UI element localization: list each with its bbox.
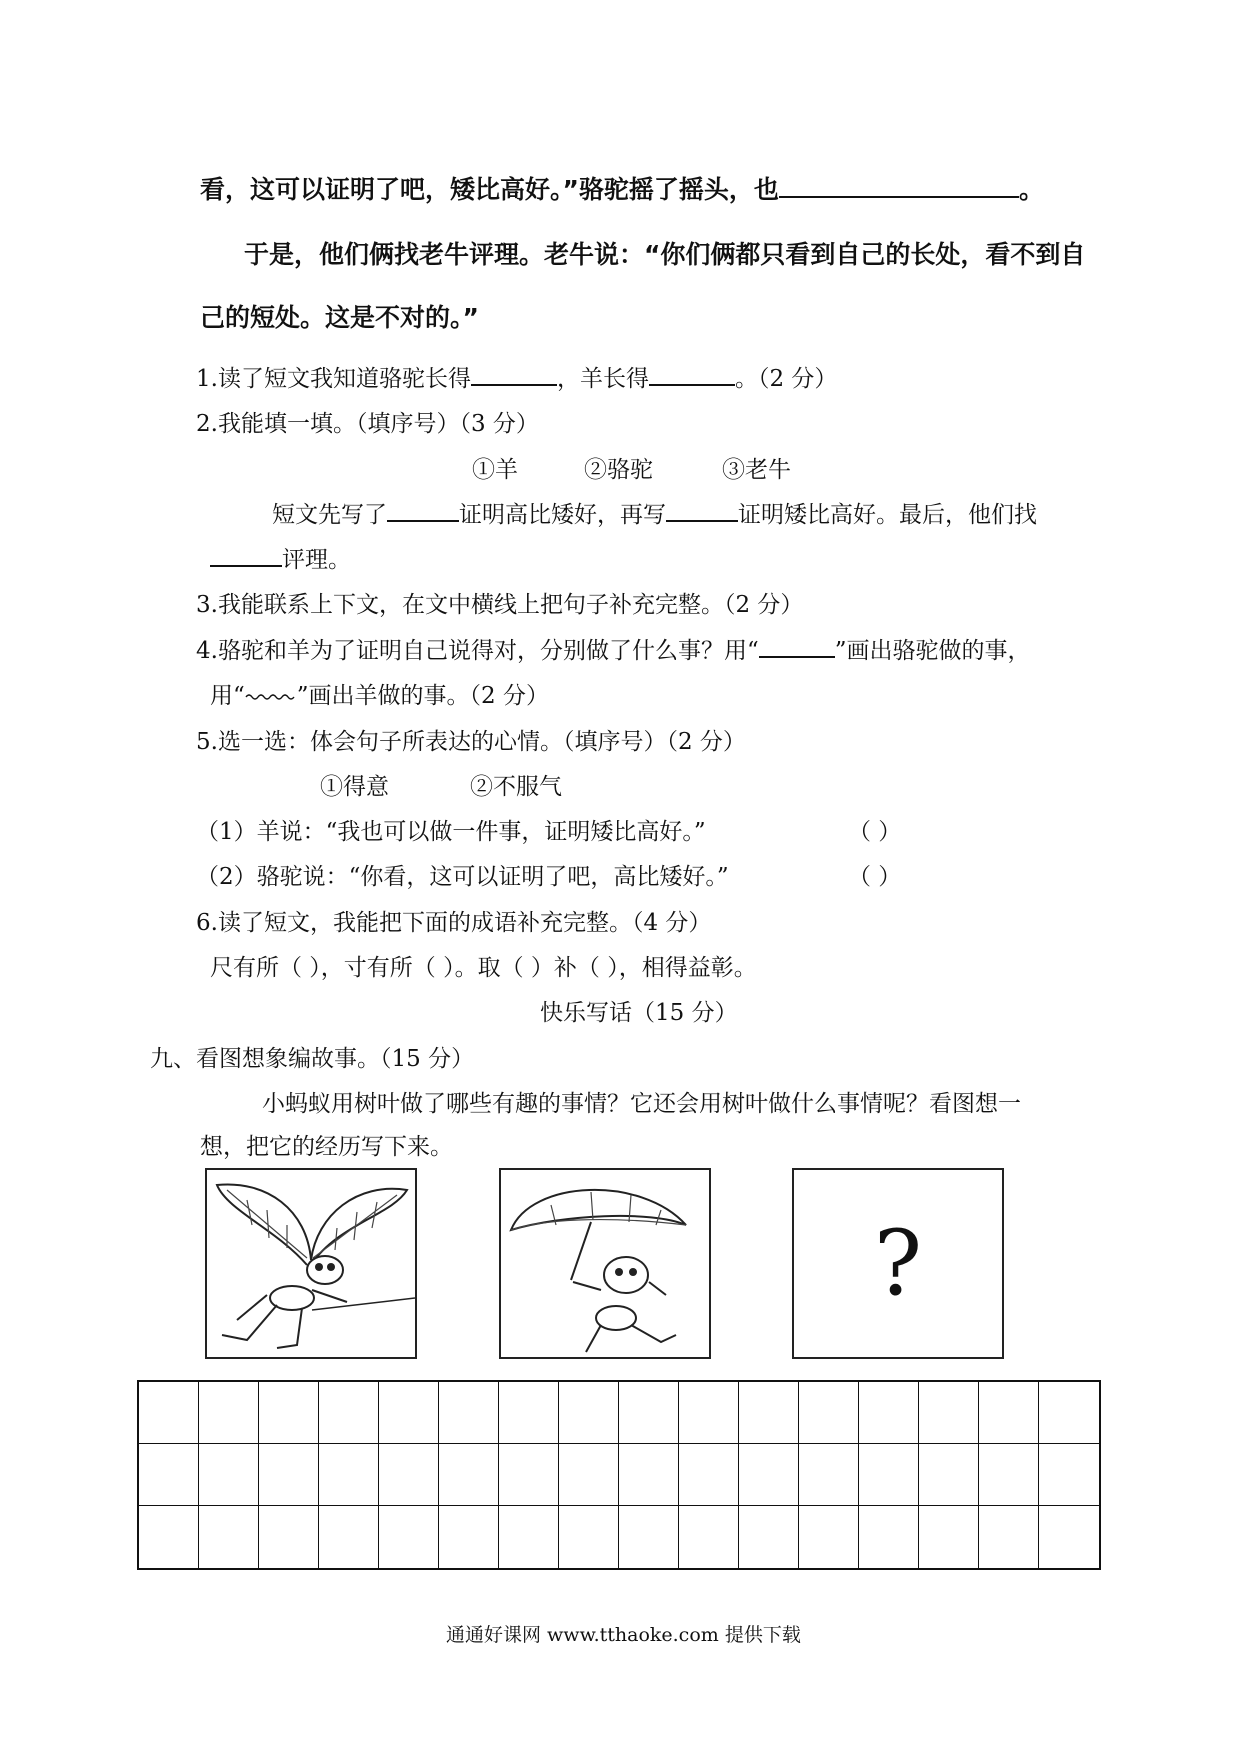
grid-cell[interactable] [739, 1382, 799, 1444]
grid-cell[interactable] [859, 1444, 919, 1506]
grid-cell[interactable] [499, 1506, 559, 1568]
question-3: 3.我能联系上下文，在文中横线上把句子补充完整。（2 分） [196, 592, 804, 618]
grid-cell[interactable] [379, 1444, 439, 1506]
q1-text-c: 。（2 分） [734, 366, 838, 392]
grid-cell[interactable] [619, 1506, 679, 1568]
grid-cell[interactable] [199, 1444, 259, 1506]
grid-cell[interactable] [799, 1382, 859, 1444]
story-line-1-end: 。 [1018, 175, 1044, 204]
grid-cell[interactable] [679, 1382, 739, 1444]
grid-cell[interactable] [319, 1506, 379, 1568]
question-4 [196, 632, 1030, 665]
grid-cell[interactable] [1039, 1506, 1099, 1568]
wavy-line-icon [245, 691, 297, 703]
question-5: 5.选一选：体会句子所表达的心情。（填序号）（2 分） [196, 729, 746, 755]
q5-item-1: （1）羊说：“我也可以做一件事，证明矮比高好。” [196, 819, 706, 845]
grid-cell[interactable] [679, 1444, 739, 1506]
q2-line-1 [272, 496, 1037, 529]
grid-cell[interactable] [259, 1444, 319, 1506]
question-2: 2.我能填一填。（填序号）（3 分） [196, 411, 539, 437]
question-1 [196, 360, 837, 393]
grid-cell[interactable] [259, 1506, 319, 1568]
picture-ant-flying [205, 1168, 417, 1359]
q1-blank-camel[interactable] [471, 383, 557, 386]
footer-credit: 通通好课网 www.tthaoke.com 提供下载 [446, 1624, 801, 1646]
story-blank[interactable] [779, 195, 1019, 198]
grid-cell[interactable] [1039, 1444, 1099, 1506]
grid-cell[interactable] [379, 1382, 439, 1444]
grid-cell[interactable] [979, 1444, 1039, 1506]
grid-cell[interactable] [199, 1506, 259, 1568]
picture-question-mark [792, 1168, 1004, 1359]
grid-cell[interactable] [559, 1444, 619, 1506]
ant-leaf-umbrella-drawing [501, 1170, 709, 1357]
q5-option-2: ②不服气 [470, 774, 562, 800]
story-line-2: 于是，他们俩找老牛评理。老牛说：“你们俩都只看到自己的长处，看不到自 [244, 240, 1086, 269]
writing-prompt-line-1: 小蚂蚁用树叶做了哪些有趣的事情？它还会用树叶做什么事情呢？看图想一 [262, 1091, 1021, 1117]
grid-cell[interactable] [499, 1444, 559, 1506]
grid-cell[interactable] [319, 1382, 379, 1444]
question-4-line-2 [210, 677, 549, 710]
writing-heading: 快乐写话（15 分） [540, 1000, 738, 1026]
grid-cell[interactable] [619, 1444, 679, 1506]
grid-cell[interactable] [439, 1444, 499, 1506]
story-line-1-text: 看，这可以证明了吧，矮比高好。”骆驼摇了摇头，也 [200, 175, 779, 204]
grid-cell[interactable] [979, 1506, 1039, 1568]
q5-answer-2[interactable]: （ ） [848, 864, 902, 890]
q2-blank-1[interactable] [387, 519, 459, 522]
grid-cell[interactable] [859, 1382, 919, 1444]
q2-l1-text-a: 短文先写了 [272, 502, 387, 528]
writing-prompt-line-2: 想，把它的经历写下来。 [200, 1134, 453, 1160]
picture-ant-umbrella [499, 1168, 711, 1359]
grid-cell[interactable] [919, 1382, 979, 1444]
grid-cell[interactable] [979, 1382, 1039, 1444]
grid-cell[interactable] [259, 1382, 319, 1444]
q4-text-c1: 用“ [210, 683, 245, 709]
q2-blank-2[interactable] [666, 519, 738, 522]
q2-l1-text-c: 证明矮比高好。最后，他们找 [738, 502, 1037, 528]
q2-option-2: ②骆驼 [584, 457, 653, 483]
q2-line-2 [210, 541, 351, 574]
q5-answer-1[interactable]: （ ） [848, 819, 902, 845]
grid-cell[interactable] [919, 1506, 979, 1568]
grid-cell[interactable] [439, 1506, 499, 1568]
grid-cell[interactable] [379, 1506, 439, 1568]
q4-straight-line-sample [759, 655, 835, 658]
q2-l2-text: 评理。 [282, 547, 351, 573]
grid-cell[interactable] [499, 1382, 559, 1444]
writing-grid[interactable] [137, 1380, 1101, 1570]
question-mark-icon: ? [873, 1210, 923, 1316]
grid-cell[interactable] [559, 1506, 619, 1568]
question-6: 6.读了短文，我能把下面的成语补充完整。（4 分） [196, 910, 712, 936]
grid-cell[interactable] [859, 1506, 919, 1568]
q2-blank-3[interactable] [210, 564, 282, 567]
q4-text-c2: ”画出羊做的事。（2 分） [296, 683, 549, 709]
grid-cell[interactable] [679, 1506, 739, 1568]
q1-text-a: 1.读了短文我知道骆驼长得 [196, 366, 471, 392]
story-line-1 [200, 170, 1044, 206]
question-9: 九、看图想象编故事。（15 分） [150, 1046, 475, 1072]
grid-cell[interactable] [559, 1382, 619, 1444]
grid-cell[interactable] [439, 1382, 499, 1444]
grid-cell[interactable] [139, 1444, 199, 1506]
grid-cell[interactable] [799, 1506, 859, 1568]
q4-text-b: ”画出骆驼做的事， [834, 638, 1031, 664]
story-line-3: 己的短处。这是不对的。” [200, 303, 479, 332]
q6-idiom-line[interactable]: 尺有所（ ），寸有所（ ）。取（ ）补（ ），相得益彰。 [210, 955, 757, 981]
grid-cell[interactable] [139, 1382, 199, 1444]
grid-cell[interactable] [139, 1506, 199, 1568]
grid-cell[interactable] [739, 1444, 799, 1506]
q2-option-3: ③老牛 [722, 457, 791, 483]
q5-item-2: （2）骆驼说：“你看，这可以证明了吧，高比矮好。” [196, 864, 729, 890]
grid-cell[interactable] [739, 1506, 799, 1568]
grid-cell[interactable] [1039, 1382, 1099, 1444]
q2-option-1: ①羊 [472, 457, 518, 483]
q2-l1-text-b: 证明高比矮好，再写 [459, 502, 666, 528]
grid-cell[interactable] [799, 1444, 859, 1506]
grid-cell[interactable] [319, 1444, 379, 1506]
q1-text-b: ，羊长得 [556, 366, 649, 392]
grid-cell[interactable] [619, 1382, 679, 1444]
q1-blank-sheep[interactable] [649, 383, 735, 386]
grid-cell[interactable] [919, 1444, 979, 1506]
grid-cell[interactable] [199, 1382, 259, 1444]
ant-leaf-wings-drawing [207, 1170, 415, 1357]
q4-text-a: 4.骆驼和羊为了证明自己说得对，分别做了什么事？用“ [196, 638, 759, 664]
q5-option-1: ①得意 [320, 774, 389, 800]
